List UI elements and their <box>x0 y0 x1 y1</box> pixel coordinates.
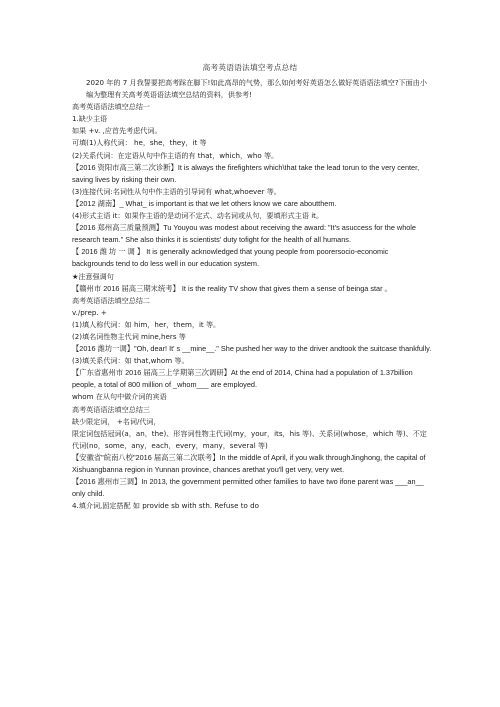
section-heading-1: 高考英语语法填空总结一 <box>72 102 151 112</box>
paragraph: 限定词包括冠词(a，an，the)、形容词性物主代词(my，your，its，his 等)、关系词(whose，which 等)、不定代词(no，some，any，each，every，many，several 等) <box>72 428 427 450</box>
example-paragraph: 【2016 潍坊一调】"Oh, dear! It' s __mine__." She pushed her way to the driver andtook the suitcase thankfully. <box>72 344 432 354</box>
example-paragraph: 【2016 惠州市三调】In 2013, the government permitted other families to have two ifone parent was ___an__ only child. <box>72 477 424 499</box>
paragraph: (3)连接代词:名词性从句中作主语的引导词有 what,whoever 等。 <box>72 186 281 196</box>
paragraph: (2)关系代词：在定语从句中作主语的有 that，which，who 等。 <box>72 150 279 160</box>
example-paragraph: 【2012 湖南】_ What_ is important is that we let others know we care aboutthem. <box>72 198 337 208</box>
paragraph: whom 在从句中做介词的宾语 <box>72 392 167 402</box>
paragraph: (3)填关系代词：如 that,whom 等。 <box>72 356 189 366</box>
document-body <box>72 77 432 512</box>
document-title: 高考英语语法填空考点总结 <box>202 63 298 72</box>
example-paragraph: 【2016 资阳市高三第二次诊断】It is always the firefighters which\that take the lead torun to the very center, saving lives by risking their own. <box>72 162 420 184</box>
paragraph-intro: 2020 年的 7 月我誓要把高考踩在脚下!如此高昂的气势，那么如何考好英语怎么做好英语语法填空?下面由小编为整理有关高考英语语法填空总结的资料，供参考! <box>86 78 427 100</box>
note-line: ★注意强调句 <box>72 271 114 281</box>
paragraph: 缺少限定词， +名词/代词， <box>72 416 161 426</box>
section-heading-3: 高考英语语法填空总结三 <box>72 404 151 414</box>
paragraph: v./prep. + <box>72 307 107 317</box>
point-heading: 1.缺少主语 <box>72 114 108 124</box>
paragraph: 可填(1)人称代词： he，she，they，it 等 <box>72 138 207 148</box>
example-paragraph: 【广东省惠州市 2016 届高三上学期第三次调研】At the end of 2014, China had a population of 1.37billion people, a total of 800 million of _whom___ are employed. <box>72 368 413 390</box>
section-heading-2: 高考英语语法填空总结二 <box>72 295 151 305</box>
example-paragraph: 【2016 郑州高三质量预测】Tu Youyou was modest about receiving the award: "It's asuccess for the whole research team." She also thinks it is scientists' duty tofight for the health of all humans. <box>72 223 416 245</box>
example-paragraph: 【安徽省"皖南八校"2016 届高三第二次联考】In the middle of April, if you walk throughJinghong, the capital of Xishuangbanna region in Yunnan province, chances arethat you'll get very, very wet. <box>72 452 426 474</box>
paragraph: (1)填人称代词：如 him，her，them，it 等。 <box>72 319 221 329</box>
paragraph: (2)填名词性物主代词 mine,hers 等 <box>72 331 186 341</box>
paragraph: 如果 +v. ,应首先考虑代词。 <box>72 126 162 136</box>
point-heading: 4.填介词,固定搭配 如 provide sb with sth. Refuse to do <box>72 501 259 511</box>
example-paragraph: 【赣州市 2016 届高三期末统考】 It is the reality TV show that gives them a sense of beinga star 。 <box>72 283 392 293</box>
paragraph: (4)形式主语 it：如果作主语的是动词不定式、动名词或从句，要填形式主语 it。 <box>72 211 324 221</box>
example-paragraph: 【 2016 潍 坊 一 调 】 It is generally acknowledged that young people from poorersocio-economic backgrounds tend to do less well in our education system. <box>72 247 389 269</box>
